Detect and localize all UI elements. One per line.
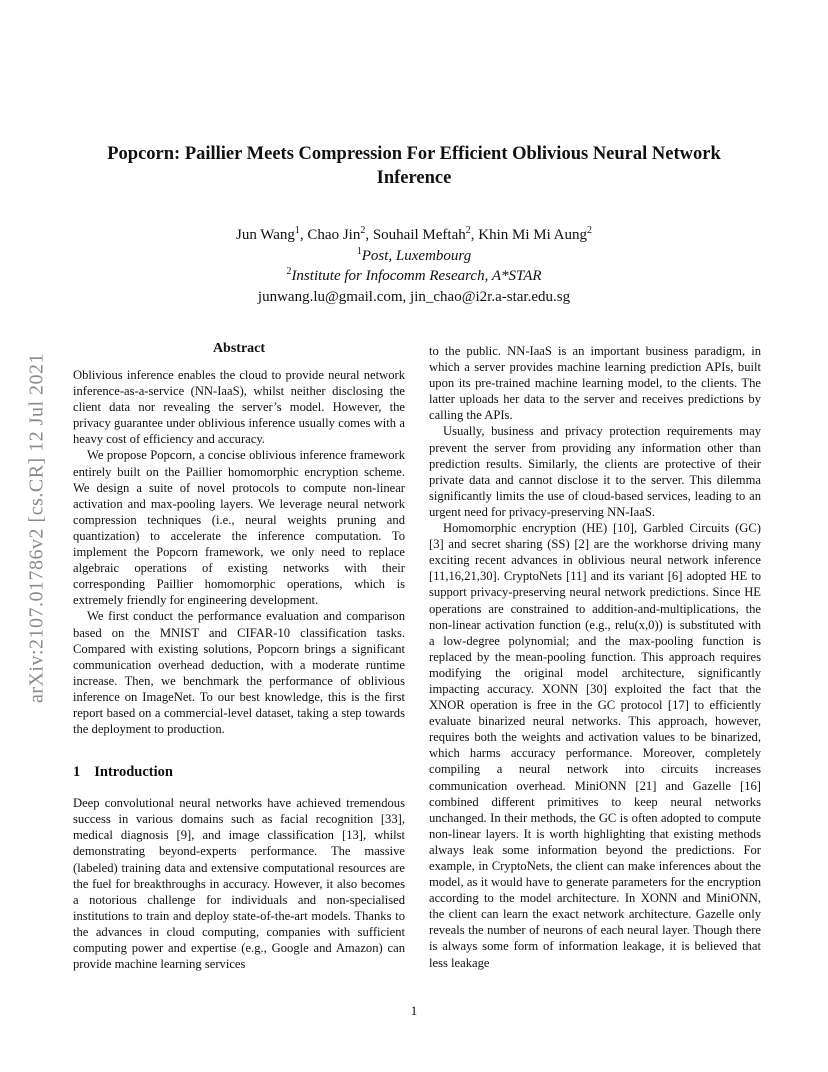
author-name: Khin Mi Mi Aung [478,227,588,243]
paper-title: Popcorn: Paillier Meets Compression For Efficient Oblivious Neural Network Inference [107,144,721,188]
affiliation-1: $^1$Post, Luxembourg [356,245,472,264]
author-affil-mark: 2 [360,225,366,236]
arxiv-stamp [22,298,52,758]
section-title: Introduction [94,764,173,781]
abstract-paragraph: We first conduct the performance evaluation and comparison based on the MNIST and CIFAR-10 classification tasks. Compared with existing solutions, Popcorn brings a significant communication overhead deduction, with a moderate runtime increase. Then, we benchmark the performance of oblivious inference on ImageNet. To our best knowledge, this is the first report based on a commercial-level dataset, taking a step towards the deployment to production. [73,609,405,737]
section-heading-introduction [73,763,405,781]
body-paragraph: Homomorphic encryption (HE) [10], Garbled Circuits (GC) [3] and secret sharing (SS) [2] are the workhorse driving many exciting recent advances in oblivious neural network inference [11,16,21,30]. CryptoNets [11] and its variant [6] adopted HE to support privacy-preserving neural network predictions. Since HE operations are constrained to addition-and-multiplications, the non-linear activation function (e.g., relu(x,0)) is substituted with a low-degree polynomial; and the max-pooling function is replaced by the mean-pooling function. This approach requires modifying the original model architecture, significantly impacting accuracy. XONN [30] exploited the fact that the XNOR operation is free in the GC protocol [17] to efficiently evaluate binarized neural networks. This approach, however, requires both the weights and activation values to be binarized, which harms accuracy performance. Moreover, completely compiling a neural network into circuits increases communication overhead. MiniONN [21] and Gazelle [16] combined different primitives to keep neural networks unchanged. In their methods, the GC is often adopted to compute non-linear layers. It is worth highlighting that existing methods always leak some information beyond the predictions. For example, in CryptoNets, the client can make inferences about the model, as it would have to generate parameters for the encryption according to the model architecture. In XONN and MiniONN, the client can learn the exact network architecture. Gazelle only reveals the number of neurons of each neural layer. Though there is always some form of information leakage, it is believed that less leakage [429,521,761,970]
author-emails: junwang.lu@gmail.com, jin_chao@i2r.a-star.edu.sg [257,288,571,305]
arxiv-identifier: arXiv:2107.01786v2 [cs.CR] 12 Jul 2021 [25,352,48,704]
author-affil-mark: 1 [294,225,300,236]
author-name: Jun Wang [235,227,295,243]
abstract-heading: Abstract [212,341,266,356]
left-column [73,340,405,972]
author-list: Jun Wang$^1$, Chao Jin$^2$, Souhail Meftah$^2$, Khin Mi Mi Aung$^2$ [235,225,593,243]
affiliation-2: $^2$Institute for Infocomm Research, A*STAR [286,266,542,284]
abstract-paragraph: We propose Popcorn, a concise oblivious inference framework entirely built on the Paillier homomorphic encryption scheme. We design a suite of novel protocols to compute non-linear activation and max-pooling layers. We leverage neural network compression techniques (i.e., neural weights pruning and quantization) to accelerate the inference computation. To implement the Popcorn framework, we only need to replace algebraic operations of existing networks with their corresponding Paillier homomorphic operations, which is extremely friendly for engineering development. [73,448,405,608]
author-affil-mark: 2 [587,225,593,236]
abstract-paragraph: Oblivious inference enables the cloud to provide neural network inference-as-a-service (NN-IaaS), whilst neither disclosing the client data nor revealing the server’s model. However, the privacy guarantee under oblivious inference usually comes with a heavy cost of efficiency and accuracy. [73,368,405,447]
right-column [429,343,761,971]
page-number: 1 [410,1003,418,1018]
author-name: Chao Jin [307,227,361,243]
body-paragraph: to the public. NN-IaaS is an important business paradigm, in which a server provides machine learning prediction APIs, built upon its pre-trained machine learning model, to the clients. The latter uploads her data to the server and receives predictions by calling the APIs. [429,344,761,423]
author-block [140,225,688,307]
section-number: 1 [73,764,81,781]
body-paragraph: Usually, business and privacy protection requirements may prevent the server from providing any information other than prediction results. Similarly, the clients are protective of their private data and cannot disclose it to the server. This dilemma significantly limits the use of cloud-based services, leading to an urgent need for privacy-preserving NN-IaaS. [429,424,761,519]
author-affil-mark: 2 [465,225,471,236]
author-name: Souhail Meftah [372,227,466,243]
body-paragraph: Deep convolutional neural networks have achieved tremendous success in various domains such as facial recognition [33], medical diagnosis [9], and image classification [13], whilst demonstrating beyond-experts performance. The massive (labeled) training data and extensive computational resources are the fuel for breakthroughs in accuracy. However, it also becomes a notorious challenge for individuals and non-specialised institutions to train and deploy state-of-the-art models. Thanks to the advances in cloud computing, companies with sufficient computing power and expertise (e.g., Google and Amazon) can provide machine learning services [73,796,405,972]
